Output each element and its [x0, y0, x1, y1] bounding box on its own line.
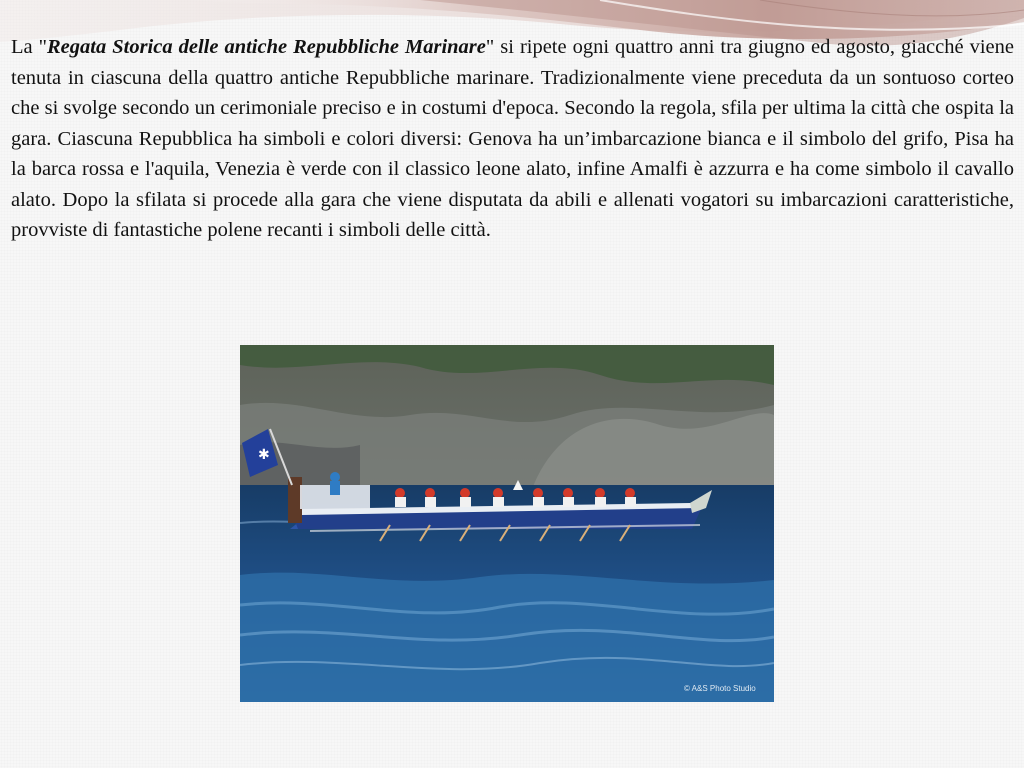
main-paragraph: [11, 32, 1014, 246]
photo-watermark: © A&S Photo Studio: [684, 684, 756, 693]
regatta-boat-photo: [240, 345, 774, 702]
regatta-title: Regata Storica delle antiche Repubbliche Marinare: [47, 36, 486, 58]
svg-text:✱: ✱: [258, 447, 270, 463]
paragraph-body: " si ripete ogni quattro anni tra giugno ed agosto, giacché viene tenuta in ciascuna della quattro antiche Repubbliche marinare. Tradizionalmente viene preceduta da un sontuoso corteo che si svolge secondo un cerimoniale preciso e in costumi d'epoca. Secondo la regola, sfila per ultima la città che ospita la gara. Ciascuna Repubblica ha simboli e colori diversi: Genova ha un’imbarcazione bianca e il simbolo del grifo, Pisa ha la barca rossa e l'aquila, Venezia è verde con il classico leone alato, infine Amalfi è azzurra e ha come simbolo il cavallo alato. Dopo la sfilata si procede alla gara che viene disputata da abili e allenati vogatori su imbarcazioni caratteristiche, provviste di fantastiche polene recanti i simboli delle città.: [11, 36, 1015, 241]
paragraph-prefix: La ": [11, 36, 47, 58]
